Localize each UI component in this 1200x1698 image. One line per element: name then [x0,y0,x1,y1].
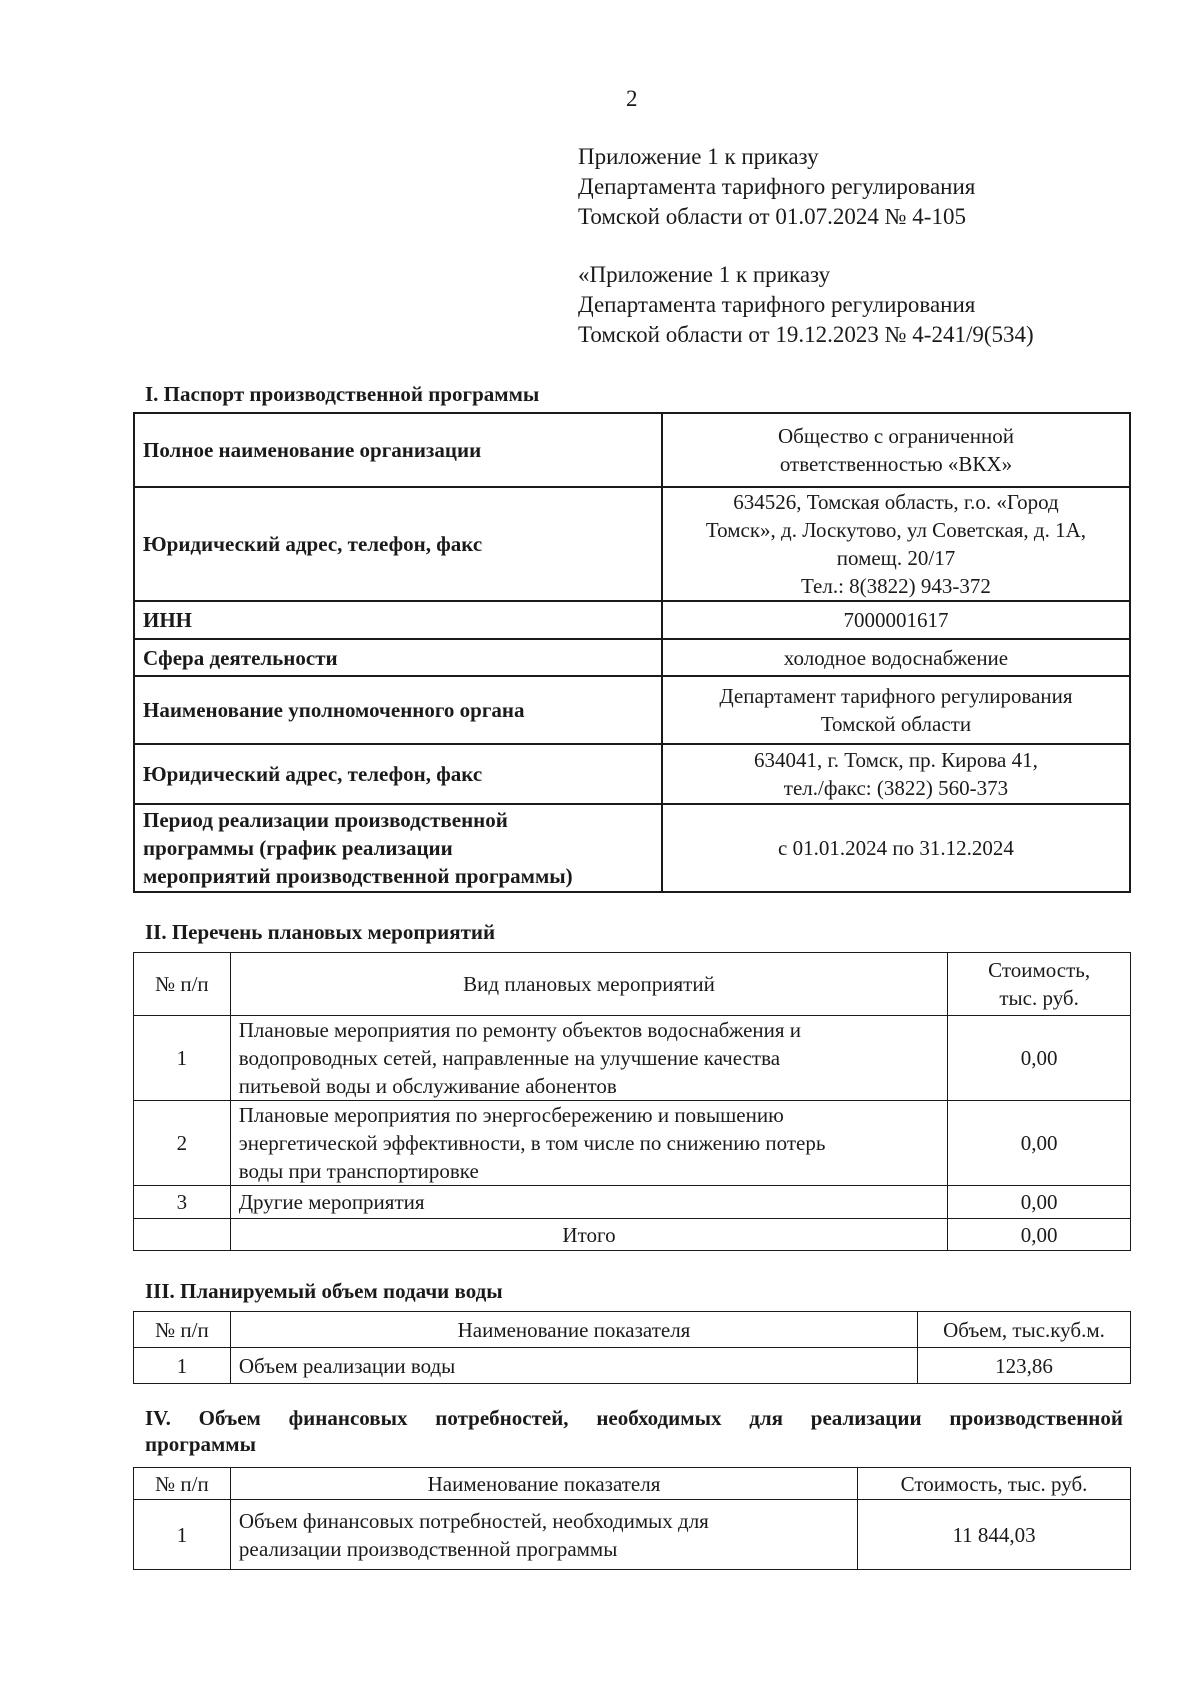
column-header: Наименование показателя [230,1312,917,1348]
indicator-cost: 11 844,03 [858,1500,1131,1570]
value-line: Тел.: 8(3822) 943-372 [801,574,991,598]
appendix-line: Департамента тарифного регулирования [578,174,976,199]
value-line: 634526, Томская область, г.о. «Город [733,490,1059,514]
passport-value [662,676,1130,744]
name-line: воды при транспортировке [238,1159,479,1183]
value-line: ответственностью «ВКХ» [779,452,1013,476]
financial-needs-table [133,1467,1131,1570]
name-line: Объем финансовых потребностей, необходимых для [238,1508,709,1533]
section-4-title [145,1405,1123,1457]
planned-measures-table [133,952,1131,1251]
passport-table [133,412,1131,893]
column-header [948,953,1131,1016]
passport-label: Сфера деятельности [134,639,662,676]
appendix-line: Департамента тарифного регулирования [578,292,976,317]
table-total-row [134,1219,1131,1251]
measure-name [230,1016,948,1101]
table-row [134,676,1130,744]
table-row [134,413,1130,487]
row-number: 1 [134,1500,231,1570]
table-row [134,744,1130,804]
passport-label: Юридический адрес, телефон, факс [134,744,662,804]
passport-label [134,804,662,892]
column-header: № п/п [134,953,231,1016]
title-line: IV. Объем финансовых потребностей, необходимых для реализации производственной [145,1406,1123,1430]
appendix-current-header [578,142,975,232]
value-line: Томской области [820,712,972,736]
section-1-title: I. Паспорт производственной программы [145,382,540,406]
value-line: Департамент тарифного регулирования [719,684,1073,708]
name-line: водопроводных сетей, направленные на улучшение качества [238,1046,781,1070]
label-line: Период реализации производственной [143,808,508,832]
measure-name [230,1101,948,1186]
table-header-row [134,1468,1131,1500]
row-number: 3 [134,1186,231,1219]
column-header: Стоимость, тыс. руб. [858,1468,1131,1500]
row-number: 1 [134,1016,231,1101]
table-header-row [134,953,1131,1016]
passport-value: 7000001617 [662,601,1130,639]
value-line: помещ. 20/17 [836,546,956,570]
total-cost: 0,00 [948,1219,1131,1251]
appendix-line: Томской области от 19.12.2023 № 4-241/9(534) [578,322,1034,347]
measure-cost: 0,00 [948,1186,1131,1219]
table-row [134,1500,1131,1570]
value-line: 634041, г. Томск, пр. Кирова 41, [754,748,1038,772]
table-row [134,639,1130,676]
measure-cost: 0,00 [948,1101,1131,1186]
row-number: 2 [134,1101,231,1186]
indicator-name [230,1500,857,1570]
table-header-row [134,1312,1131,1348]
section-2-title: II. Перечень плановых мероприятий [145,920,496,944]
empty-cell [134,1219,231,1251]
name-line: реализации производственной программы [238,1536,618,1561]
value-line: Томск», д. Лоскутово, ул Советская, д. 1А, [705,518,1087,542]
label-line: мероприятий производственной программы) [143,864,573,888]
value-line: Общество с ограниченной [777,424,1014,448]
table-row [134,1016,1131,1101]
passport-value [662,487,1130,601]
total-label: Итого [230,1219,948,1251]
water-volume-table [133,1311,1131,1384]
column-header: Вид плановых мероприятий [230,953,948,1016]
appendix-previous-header [578,260,1034,350]
passport-label: Юридический адрес, телефон, факс [134,487,662,601]
page-number: 2 [626,86,638,111]
indicator-value: 123,86 [918,1348,1131,1384]
value-line: тел./факс: (3822) 560-373 [783,776,1009,800]
header-line: тыс. руб. [999,986,1079,1010]
passport-value [662,413,1130,487]
appendix-line: Приложение 1 к приказу [578,144,819,169]
name-line: Плановые мероприятия по ремонту объектов водоснабжения и [238,1018,802,1042]
passport-value [662,744,1130,804]
column-header: № п/п [134,1468,231,1500]
passport-value: холодное водоснабжение [662,639,1130,676]
column-header: Наименование показателя [230,1468,857,1500]
table-row [134,1348,1131,1384]
row-number: 1 [134,1348,231,1384]
table-row [134,804,1130,892]
table-row [134,601,1130,639]
appendix-line: Томской области от 01.07.2024 № 4-105 [578,204,966,229]
name-line: энергетической эффективности, в том числе по снижению потерь [238,1131,826,1155]
indicator-name: Объем реализации воды [230,1348,917,1384]
column-header: Объем, тыс.куб.м. [918,1312,1131,1348]
passport-value: с 01.01.2024 по 31.12.2024 [662,804,1130,892]
name-line: питьевой воды и обслуживание абонентов [238,1074,617,1098]
appendix-line: «Приложение 1 к приказу [578,262,831,287]
measure-cost: 0,00 [948,1016,1131,1101]
table-row [134,1101,1131,1186]
label-line: программы (график реализации [143,836,453,860]
table-row [134,487,1130,601]
section-3-title: III. Планируемый объем подачи воды [145,1279,503,1303]
passport-label: ИНН [134,601,662,639]
measure-name: Другие мероприятия [230,1186,948,1219]
passport-label: Наименование уполномоченного органа [134,676,662,744]
column-header: № п/п [134,1312,231,1348]
table-row [134,1186,1131,1219]
header-line: Стоимость, [988,958,1091,982]
passport-label: Полное наименование организации [134,413,662,487]
title-line: программы [145,1432,256,1456]
name-line: Плановые мероприятия по энергосбережению и повышению [238,1103,784,1127]
